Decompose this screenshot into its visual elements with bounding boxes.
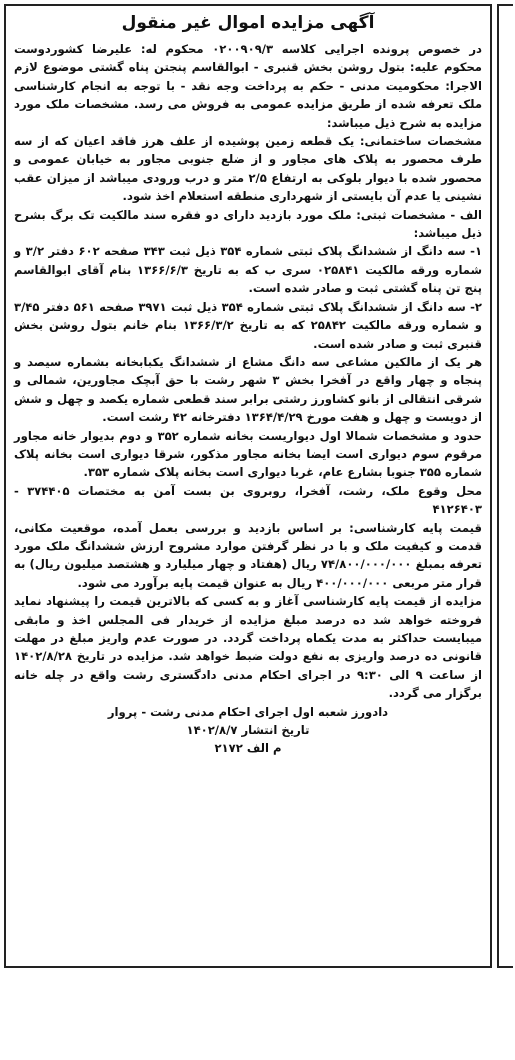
paragraph-base-price: قیمت پایه کارشناسی: بر اساس بازدید و بررسی بعمل آمده، موقعیت مکانی، قدمت و کیفیت ملک و با در نظر گرفتن موارد مشروح ارزش ششدانگ ملک مورد تعرفه بمبلغ ۷۴/۸۰۰/۰۰۰/۰۰۰ ریال (هفتاد و چهار میلیارد و هشتصد میلیون ریال) به قرار متر مربعی ۴۰۰/۰۰۰/۰۰۰ ریال به عنوان قیمت پایه برآورد می شود.: [14, 520, 482, 590]
paragraph-deed-1: ۱- سه دانگ از ششدانگ پلاک ثبتی شماره ۳۵۴ ذیل ثبت ۳۴۳ صفحه ۶۰۲ دفتر ۳/۲ و شماره ورقه مالکیت ۰۲۵۸۴۱ سری ب که به تاریخ ۱۳۶۶/۶/۳ بنام آقای ابوالقاسم پنج تن پناه گشتی ثبت و صادر شده است.: [14, 244, 483, 296]
reference-number: م الف ۲۱۷۲: [214, 741, 282, 756]
publish-date: تاریخ انتشار ۱۴۰۲/۸/۷: [186, 723, 310, 738]
notice-body: [14, 40, 482, 703]
paragraph-location: محل وقوع ملک، رشت، آفخرا، روبروی بن بست آمن به مختصات ۳۷۴۴۰۵ - ۴۱۲۶۴۰۳: [14, 483, 482, 517]
adjacent-column-border: [497, 4, 513, 968]
paragraph-boundaries: حدود و مشخصات شمالا اول دیواریست بخانه شماره ۳۵۲ و دوم بدیوار خانه مجاور مرقوم سوم دیواری است ایضا بخانه مجاور مذکور، شرقا دیواری است بخانه پلاک شماره ۳۵۵ جنوبا بشارع عام، غربا دیواری است بخانه پلاک شماره ۳۵۳.: [14, 428, 482, 480]
paragraph-building-specs: مشخصات ساختمانی: یک قطعه زمین پوشیده از علف هرز فاقد اعیان که از سه طرف محصور به پلاک های مجاور و از ضلع جنوبی مجاور به خیابان عمومی و محصور شده با دیوار بلوکی به ارتفاع ۲/۵ متر و درب ورودی میباشد از میزان عقب نشینی یا عدم آن بایستی از شهرداری منطقه استعلام اخذ شود.: [14, 134, 482, 204]
paragraph-auction-terms: مزایده از قیمت پایه کارشناسی آغاز و به کسی که بالاترین قیمت را پیشنهاد نماید فروخته خواهد شد ده درصد مبلغ مزایده از خریدار فی المجلس اخذ و مابقی میبایست حداکثر به مدت یکماه پرداخت گردد. در صورت عدم واریز مبلغ در مهلت قانونی ده درصد واریزی به نفع دولت ضبط خواهد شد. مزایده در تاریخ ۱۴۰۲/۸/۲۸ از ساعت ۹ الی ۹:۳۰ در اجرای احکام مدنی دادگستری رشت واقع در چله خانه برگزار می گردد.: [14, 594, 482, 701]
paragraph-case-intro: در خصوص پرونده اجرایی کلاسه ۰۲۰۰۹۰۹/۳ محکوم له: علیرضا کشوردوست محکوم علیه: بتول روشن بخش قنبری - ابوالقاسم پنجتن پناه گشتی موضوع لازم الاجرا: محکومیت مدنی - حکم به پرداخت وجه نقد - با توجه به انجام کارشناسی ملک تعرفه شده از طریق مزایده عمومی به فروش می رسد. مشخصات ملک مورد مزایده به شرح ذیل میباشد:: [14, 42, 482, 130]
signature-line: دادورز شعبه اول اجرای احکام مدنی رشت - پروار: [107, 704, 389, 719]
notice-frame: [4, 4, 492, 968]
paragraph-registration-specs: الف - مشخصات ثبتی: ملک مورد بازدید دارای دو فقره سند مالکیت تک برگ بشرح ذیل میباشد:: [14, 207, 482, 241]
paragraph-co-owners: هر یک از مالکین مشاعی سه دانگ مشاع از ششدانگ یکبابخانه بشماره سیصد و پنجاه و چهار واقع در آفخرا بخش ۳ شهر رشت با حق آبچک مجاورین، شمالی و شرقی انتقالی از بانو کشاورز رشتی برابر سند قطعی شماره یکصد و چهل و شش از دویست و چهل و هفت مورخ ۱۳۶۴/۴/۲۹ دفترخانه ۴۲ رشت است.: [14, 354, 482, 425]
paragraph-deed-2: ۲- سه دانگ از ششدانگ پلاک ثبتی شماره ۳۵۴ ذیل ثبت ۳۹۷۱ صفحه ۵۶۱ دفتر ۳/۴۵ و شماره ورقه مالکیت ۲۵۸۴۲ که به تاریخ ۱۳۶۶/۳/۲ بنام خانم بتول روشن بخش قنبری ثبت و صادر شده است.: [14, 299, 483, 351]
notice-title: آگهی مزایده اموال غیر منقول: [121, 13, 375, 33]
notice-footer: [14, 703, 482, 758]
